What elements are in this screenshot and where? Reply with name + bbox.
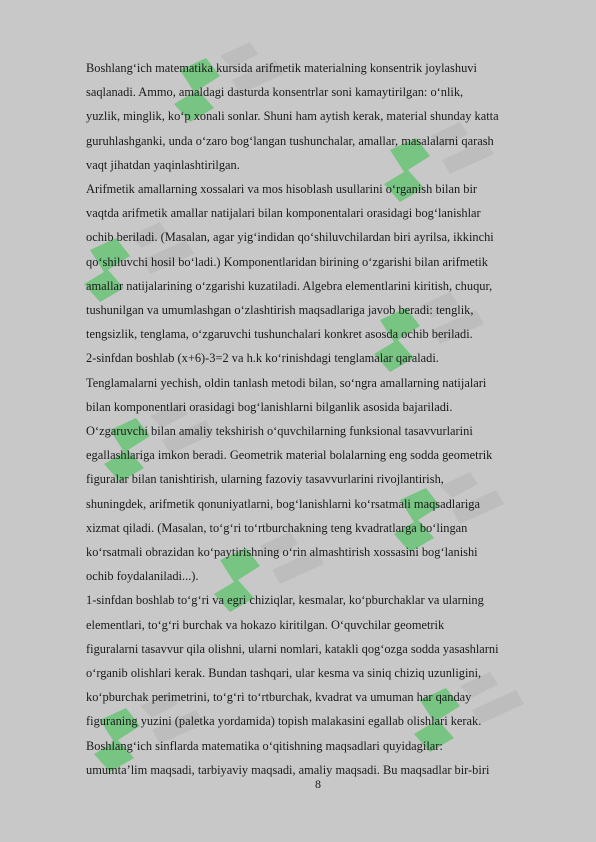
text-line: 2-sinfdan boshlab (x+6)-3=2 va h.k ko‘rinishdagi tenglamalar qaraladi.	[86, 351, 439, 366]
text-line: bilan komponentlari orasidagi bog‘lanishlarni bilganlik asosida bajariladi.	[86, 399, 453, 414]
text-line: figuralarni tasavvur qila olishni, ularni nomlari, katakli qog‘ozga sodda yasashlarni	[86, 641, 499, 656]
text-line: Boshlang‘ich matematika kursida arifmetik materialning konsentrik joylashuvi	[86, 61, 477, 75]
text-line: umumta’lim maqsadi, tarbiyaviy maqsadi, amaliy maqsadi. Bu maqsadlar bir-biri	[86, 762, 490, 777]
text-line: O‘zgaruvchi bilan amaliy tekshirish o‘quvchilarning funksional tasavvurlarini	[86, 424, 473, 439]
text-line: Boshlang‘ich sinflarda matematika o‘qitishning maqsadlari quyidagilar:	[86, 738, 443, 753]
text-line: Arifmetik amallarning xossalari va mos hisoblash usullarini o‘rganish bilan bir	[86, 182, 478, 197]
text-line: figuraning yuzini (paletka yordamida) topish malakasini egallab olishlari kerak.	[86, 714, 482, 729]
text-line: yuzlik, minglik, ko‘p xonali sonlar. Shuni ham aytish kerak, material shunday katta	[86, 109, 499, 124]
text-line: ko‘pburchak perimetrini, to‘g‘ri to‘rtburchak, kvadrat va umuman har qanday	[86, 690, 472, 705]
text-line: amallar natijalarining o‘zgarishi kuzatiladi. Algebra elementlarini kiritish, chuqur,	[86, 278, 493, 293]
text-line: shuningdek, arifmetik qonuniyatlarni, bog‘lanishlarni ko‘rsatmali maqsadlariga	[86, 496, 480, 511]
text-line: ko‘rsatmali obrazidan ko‘paytirishning o‘rin almashtirish xossasini bog‘lanishi	[86, 545, 478, 560]
text-line: figuralar bilan tanishtirish, ularning fazoviy tasavvurlarini rivojlantirish,	[86, 472, 444, 487]
text-line: qo‘shiluvchi hosil bo‘ladi.) Komponentlaridan birining o‘zgarishi bilan arifmetik	[86, 254, 488, 269]
text-line: saqlanadi. Ammo, amaldagi dasturda konsentrlar soni kamaytirilgan: o‘nlik,	[86, 85, 464, 100]
text-line: egallashlariga imkon beradi. Geometrik material bolalarning eng sodda geometrik	[86, 448, 493, 463]
page-number: 8	[315, 777, 321, 791]
text-line: vaqt jihatdan yaqinlashtirilgan.	[86, 157, 240, 172]
text-line: ochib beriladi. (Masalan, agar yig‘indidan qo‘shiluvchilardan biri ayrilsa, ikkinchi	[86, 230, 494, 245]
text-line: 1-sinfdan boshlab to‘g‘ri va egri chiziqlar, kesmalar, ko‘pburchaklar va ularning	[86, 593, 484, 608]
text-line: tengsizlik, tenglama, o‘zgaruvchi tushunchalari konkret asosda ochib beriladi.	[86, 327, 473, 342]
text-line: elementlari, to‘g‘ri burchak va hokazo kiritilgan. O‘quvchilar geometrik	[86, 617, 445, 632]
text-line: guruhlashganki, unda o‘zaro bog‘langan tushunchalar, amallar, masalalarni qarash	[86, 133, 494, 148]
text-line: ochib foydalaniladi...).	[86, 569, 199, 584]
text-line: vaqtda arifmetik amallar natijalari bilan komponentalari orasidagi bog‘lanishlar	[86, 206, 481, 221]
text-line: xizmat qiladi. (Masalan, to‘g‘ri to‘rtburchakning teng kvadratlarga bo‘lingan	[86, 520, 468, 535]
text-line: o‘rganib olishlari kerak. Bundan tashqari, ular kesma va siniq chiziq uzunligini,	[86, 666, 482, 681]
body-text	[86, 56, 556, 782]
text-line: tushunilgan va umumlashgan o‘zlashtirish maqsadlariga javob beradi: tenglik,	[86, 303, 474, 318]
text-line: Tenglamalarni yechish, oldin tanlash metodi bilan, so‘ngra amallarning natijalari	[86, 375, 487, 390]
